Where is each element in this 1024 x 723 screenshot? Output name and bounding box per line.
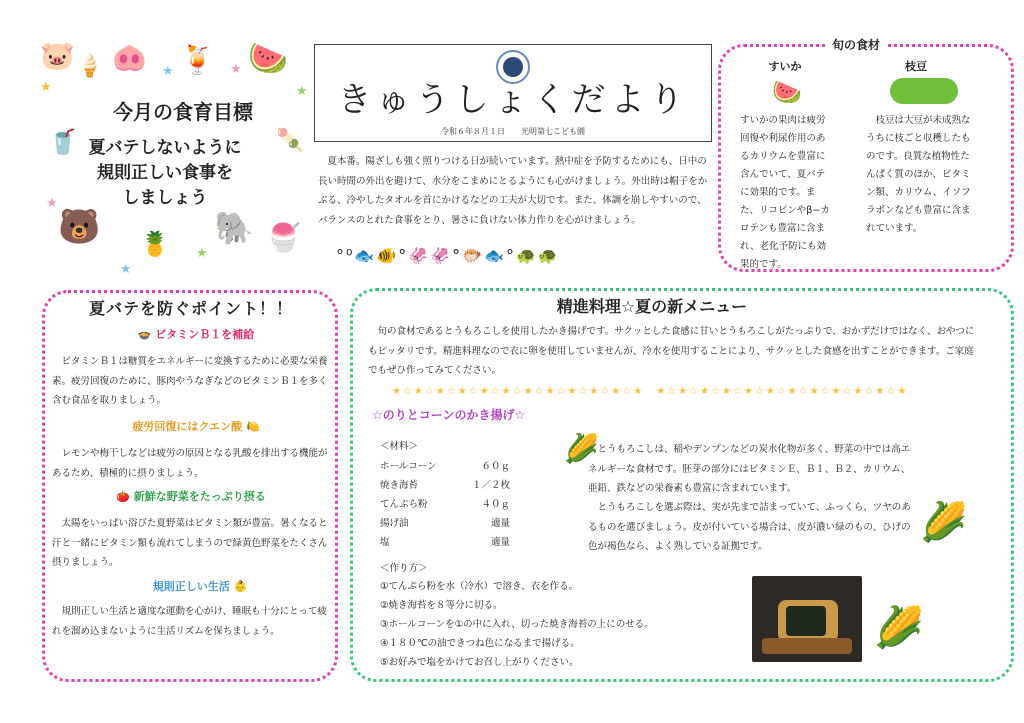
star-icon: ★ bbox=[296, 84, 308, 99]
ingredient-row: ホールコーン ６０ｇ bbox=[380, 461, 510, 472]
sleeping-baby-icon: 👶 bbox=[233, 580, 248, 593]
juice-cup-icon: 🥤 bbox=[48, 128, 78, 156]
ingredient-row: 揚げ油 適量 bbox=[380, 518, 510, 529]
star-icon: ★ bbox=[120, 262, 132, 277]
monthly-goal-text: 夏バテしないように 規則正しい食事を しましょう bbox=[88, 138, 242, 208]
star-icon: ★ bbox=[196, 246, 208, 261]
watermelon-icon: 🍉 bbox=[772, 78, 802, 106]
food-bowl-icon: 🍲 bbox=[137, 328, 152, 341]
watermelon-label: すいか bbox=[768, 60, 802, 73]
regular-life-text: 規則正しい生活と適度な運動を心がけ、睡眠も十分にとって疲れを溜め込まないように生活リズムを保ちましょう。 bbox=[52, 606, 327, 637]
star-icon: ★ bbox=[230, 62, 242, 77]
edamame-text: 枝豆は大豆が未成熟なうちに枝ごと収穫したものです。良質な植物性たんぱく質のほか、ビタミン類、カリウム、イソフラボンなども豊富に含まれています。 bbox=[866, 115, 971, 234]
corn-info-text: とうもろこしは、稲やデンプンなどの炭水化物が多く、野菜の中では高エネルギーな食材です。胚芽の部分にはビタミンＥ、Ｂ１、Ｂ２、カリウム、亜鉛、鉄などの栄養素も豊富に含まれています。 bbox=[588, 444, 911, 494]
popsicle-icon: 🍡 bbox=[276, 128, 304, 153]
monthly-goal-title: 今月の食育目標 bbox=[113, 100, 253, 124]
pig-face-icon: 🐽 bbox=[112, 41, 147, 74]
intro-paragraph: 夏本番。陽ざしも強く照りつける日が続いています。熱中症を予防するためにも、日中の長い時間の外出を避けて、水分をこまめにとるようにも心がけましょう。外出時は帽子をかぶる、冷やしたタオルを首にかけるなどの工夫が大切です。また、体調を崩しやすいので、バランスのとれた食事をとり、暑さに負けない体力作りを心がけましょう。 bbox=[318, 156, 708, 226]
ingredients-label: ＜材料＞ bbox=[380, 441, 419, 452]
recipe-title: ☆のりとコーンのかき揚げ☆ bbox=[372, 408, 526, 422]
lemon-icon: 🍋 bbox=[245, 420, 260, 433]
vitamin-b1-heading: 🍲 ビタミンＢ１を補給 bbox=[137, 328, 255, 341]
sea-creatures-decoration: °⁰🐟🐠°🦑🦑°🐡🐟°🐢🐢 bbox=[336, 246, 560, 265]
bear-character-icon: 🐻 bbox=[58, 207, 101, 247]
watermelon-character-icon: 🍉 bbox=[248, 39, 288, 77]
corn-pair-icon: 🌽 bbox=[920, 500, 968, 544]
ingredient-row: 塩 適量 bbox=[380, 537, 510, 548]
school-emblem-icon bbox=[496, 50, 530, 84]
drink-glass-icon: 🍹 bbox=[180, 43, 215, 76]
kakiage-photo bbox=[752, 576, 862, 662]
step-item: ①てんぷら粉を水（冷水）で溶き、衣を作る。 bbox=[380, 581, 579, 592]
newsletter-title: きゅうしょくだより bbox=[337, 80, 689, 120]
star-icon: ★ bbox=[162, 64, 174, 79]
edamame-icon bbox=[890, 78, 958, 104]
corn-choose-text: とうもろこしを選ぶ際は、実が先まで詰まっていて、ふっくら、ツヤのあるものを選びましょう。皮が付いている場合は、皮が濃い緑のもの、ひげの色が褐色なら、よく熟している証拠です。 bbox=[588, 502, 911, 552]
tomato-icon: 🍅 bbox=[116, 490, 130, 503]
corn-icon: 🌽 bbox=[564, 432, 599, 465]
corn-character-icon: 🌽 bbox=[874, 605, 924, 651]
star-divider: ★☆★☆★☆★☆★☆★☆★☆★☆★☆★☆★☆★ ★☆★☆★☆★☆★☆★☆★☆★☆★☆★☆★☆★ bbox=[392, 386, 909, 397]
issue-date-line: 令和６年８月１日 光明第七こども園 bbox=[441, 127, 585, 136]
pig-character-icon: 🐷 bbox=[40, 39, 75, 72]
step-item: ③ホールコーンを①の中に入れ、切った焼き海苔の上にのせる。 bbox=[380, 619, 654, 630]
step-item: ⑤お好みで塩をかけてお召し上がりください。 bbox=[380, 657, 579, 668]
vegetables-heading: 🍅 新鮮な野菜をたっぷり摂る bbox=[116, 490, 266, 503]
citric-acid-text: レモンや梅干しなどは疲労の原因となる乳酸を排出する機能があるため、積極的に摂りましょう。 bbox=[52, 448, 328, 479]
vegetables-text: 太陽をいっぱい浴びた夏野菜はビタミン類が豊富。暑くなると汗と一緒にビタミン類も流れてしまうので緑黄色野菜をたくさん摂りましょう。 bbox=[52, 518, 328, 568]
vitamin-b1-text: ビタミンＢ１は糖質をエネルギーに変換するために必要な栄養素。疲労回復のために、豚肉やうなぎなどのビタミンＢ１を多く含む食品を取りましょう。 bbox=[52, 356, 328, 406]
citric-acid-heading: 疲労回復にはクエン酸 🍋 bbox=[132, 420, 260, 433]
ice-cream-icon: 🍦 bbox=[76, 54, 104, 79]
star-icon: ★ bbox=[46, 196, 58, 211]
shaved-ice-icon: 🍧 bbox=[266, 221, 301, 254]
elephant-character-icon: 🐘 bbox=[214, 209, 254, 247]
seasonal-food-label: 旬の食材 bbox=[826, 36, 886, 53]
ingredient-row: 焼き海苔 １／２枚 bbox=[380, 480, 510, 491]
watermelon-text: すいかの果肉は疲労回復や利尿作用のあるカリウムを豊富に含んでいて、夏バテに効果的です。また、リコピンやβ−カロテンも豊富に含まれ、老化予防にも効果的です。 bbox=[740, 115, 830, 270]
new-menu-intro: 旬の食材であるとうもろこしを使用したかき揚げです。サクッとした食感に甘いとうもろこしがたっぷりで、おかずだけではなく、おやつにもピッタリです。精進料理なので衣に卵を使用していませんが、冷水を使用することにより、サクッとした食感を出すことができます。ご家庭でもぜひ作ってみてください。 bbox=[368, 326, 975, 376]
new-menu-heading: 精進料理☆夏の新メニュー bbox=[556, 297, 748, 316]
steps-label: ＜作り方＞ bbox=[380, 563, 428, 574]
ingredient-row: てんぷら粉 ４０ｇ bbox=[380, 499, 510, 510]
step-item: ②焼き海苔を８等分に切る。 bbox=[380, 600, 503, 611]
fatigue-points-title: 夏バテを防ぐポイント！！ bbox=[88, 299, 293, 318]
pineapple-icon: 🍍 bbox=[140, 230, 170, 258]
regular-life-heading: 規則正しい生活 👶 bbox=[152, 580, 248, 593]
step-item: ④１８０℃の油できつね色になるまで揚げる。 bbox=[380, 638, 580, 649]
edamame-label: 枝豆 bbox=[905, 60, 927, 73]
star-icon: ★ bbox=[40, 80, 52, 95]
